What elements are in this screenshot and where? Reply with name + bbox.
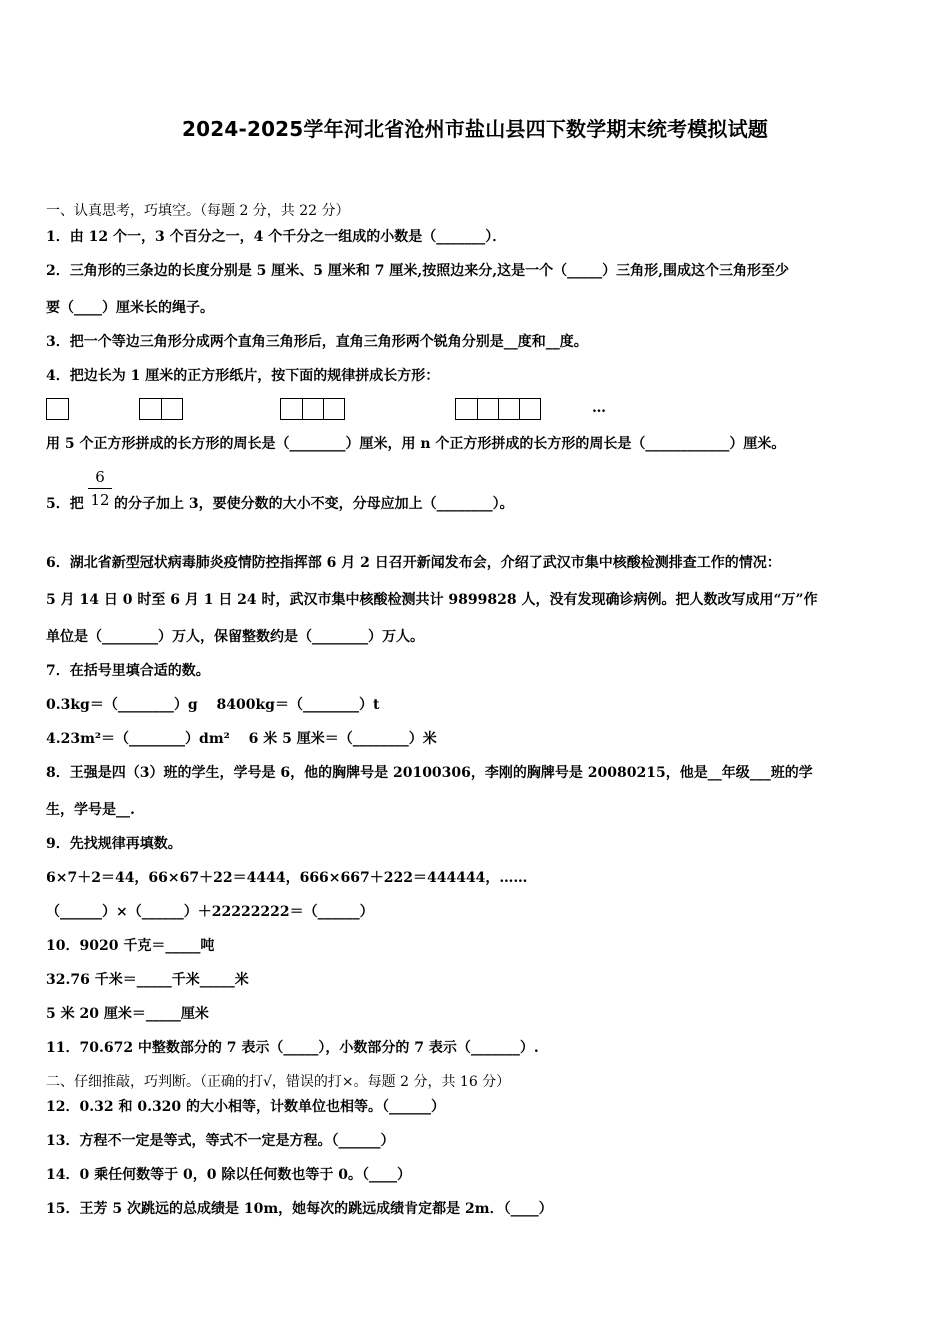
question-6-line-2: 5 月 14 日 0 时至 6 月 1 日 24 时，武汉市集中核酸检测共计 9899828 人，没有发现确诊病例。把人数改写成用“万”作 xyxy=(46,592,818,608)
fraction-denominator: 12 xyxy=(90,491,110,509)
question-7-line-2: 4.23m²＝（________）dm² 6 米 5 厘米＝（________）米 xyxy=(46,731,437,747)
question-10-line-1: 10．9020 千克＝_____吨 xyxy=(46,938,215,954)
question-10-line-2: 32.76 千米＝_____千米_____米 xyxy=(46,972,249,988)
question-13: 13．方程不一定是等式，等式不一定是方程。（______） xyxy=(46,1133,395,1149)
question-2-line-2: 要（____）厘米长的绳子。 xyxy=(46,300,214,316)
question-9: 9．先找规律再填数。 xyxy=(46,836,182,852)
question-8-line-2: 生，学号是__. xyxy=(46,802,135,818)
question-15: 15．王芳 5 次跳远的总成绩是 10m，她每次的跳远成绩肯定都是 2m．（____） xyxy=(46,1201,553,1217)
question-5-prefix: 5．把 xyxy=(46,496,84,512)
question-5: 的分子加上 3，要使分数的大小不变，分母应加上（________）。 xyxy=(114,496,514,512)
section-2-heading: 二、仔细推敲，巧判断。（正确的打√，错误的打×。每题 2 分，共 16 分） xyxy=(46,1074,511,1090)
fraction-6-12 xyxy=(88,468,112,509)
square-pattern-2 xyxy=(139,398,183,420)
question-9-pattern: 6×7＋2＝44，66×67＋22＝4444，666×667＋222＝444444，…… xyxy=(46,870,528,886)
question-9-blank: （______）×（______）＋22222222＝（______） xyxy=(46,904,374,920)
question-14: 14．0 乘任何数等于 0，0 除以任何数也等于 0。（____） xyxy=(46,1167,411,1183)
question-2-line-1: 2．三角形的三条边的长度分别是 5 厘米、5 厘米和 7 厘米,按照边来分,这是一个（_____）三角形,围成这个三角形至少 xyxy=(46,263,789,279)
question-4: 4．把边长为 1 厘米的正方形纸片，按下面的规律拼成长方形： xyxy=(46,368,440,384)
question-1: 1．由 12 个一，3 个百分之一，4 个千分之一组成的小数是（_______）． xyxy=(46,229,507,245)
question-6-line-1: 6．湖北省新型冠状病毒肺炎疫情防控指挥部 6 月 2 日召开新闻发布会，介绍了武汉市集中核酸检测排查工作的情况： xyxy=(46,555,781,571)
section-1-heading: 一、认真思考，巧填空。（每题 2 分，共 22 分） xyxy=(46,203,350,219)
fraction-numerator: 6 xyxy=(95,468,105,486)
fraction-bar xyxy=(88,488,112,489)
question-7-line-1: 0.3kg＝（________）g 8400kg＝（________）t xyxy=(46,697,380,713)
question-4-answer: 用 5 个正方形拼成的长方形的周长是（________）厘米，用 n 个正方形拼成的长方形的周长是（____________）厘米。 xyxy=(46,436,786,452)
question-11: 11．70.672 中整数部分的 7 表示（_____），小数部分的 7 表示（_______）. xyxy=(46,1040,539,1056)
question-7: 7．在括号里填合适的数。 xyxy=(46,663,210,679)
question-10-line-3: 5 米 20 厘米＝_____厘米 xyxy=(46,1006,209,1022)
square-pattern-3 xyxy=(280,398,345,420)
question-3: 3．把一个等边三角形分成两个直角三角形后，直角三角形两个锐角分别是__度和__度。 xyxy=(46,334,588,350)
square-pattern-1 xyxy=(46,398,69,420)
pattern-ellipsis: … xyxy=(592,400,606,416)
question-8-line-1: 8．王强是四（3）班的学生，学号是 6，他的胸牌号是 20100306，李刚的胸牌号是 20080215，他是__年级___班的学 xyxy=(46,765,813,781)
square-pattern-4 xyxy=(455,398,541,420)
question-6-line-3: 单位是（________）万人，保留整数约是（________）万人。 xyxy=(46,629,424,645)
page-title: 2024-2025学年河北省沧州市盐山县四下数学期末统考模拟试题 xyxy=(181,117,769,141)
question-12: 12．0.32 和 0.320 的大小相等，计数单位也相等。（______） xyxy=(46,1099,446,1115)
